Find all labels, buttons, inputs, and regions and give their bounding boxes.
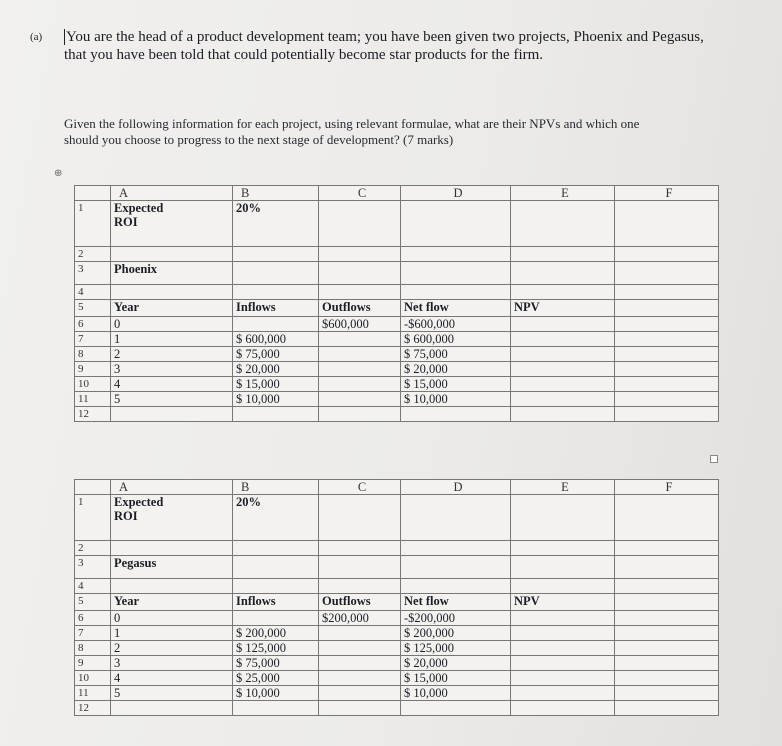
npv-cell[interactable] bbox=[511, 377, 615, 392]
empty-cell[interactable] bbox=[401, 285, 511, 300]
npv-cell[interactable] bbox=[511, 362, 615, 377]
empty-cell[interactable] bbox=[615, 201, 719, 247]
empty-cell[interactable] bbox=[401, 262, 511, 285]
empty-cell[interactable] bbox=[319, 556, 401, 579]
col-header-a: A bbox=[111, 186, 233, 201]
empty-cell[interactable] bbox=[511, 201, 615, 247]
col-header-e: E bbox=[511, 480, 615, 495]
row-number: 6 bbox=[75, 611, 111, 626]
outflow-cell[interactable] bbox=[319, 656, 401, 671]
col-header-f: F bbox=[615, 186, 719, 201]
row-number: 10 bbox=[75, 377, 111, 392]
net-flow-cell[interactable]: -$600,000 bbox=[401, 317, 511, 332]
empty-cell[interactable] bbox=[401, 247, 511, 262]
row-number: 8 bbox=[75, 641, 111, 656]
row-number: 10 bbox=[75, 671, 111, 686]
npv-cell[interactable] bbox=[511, 392, 615, 407]
empty-cell[interactable] bbox=[511, 495, 615, 541]
outflow-cell[interactable] bbox=[319, 332, 401, 347]
empty-cell[interactable] bbox=[319, 262, 401, 285]
instruction-text[interactable]: Given the following information for each project, using relevant formulae, what are their NPVs and which one should you choose to progress to the next stage of development? (7 marks) bbox=[64, 116, 640, 147]
row-number: 3 bbox=[75, 262, 111, 285]
net-flow-cell[interactable]: $ 75,000 bbox=[401, 347, 511, 362]
empty-cell[interactable] bbox=[615, 317, 719, 332]
npv-cell[interactable] bbox=[511, 332, 615, 347]
net-flow-cell[interactable]: $ 10,000 bbox=[401, 392, 511, 407]
empty-cell[interactable] bbox=[233, 701, 319, 716]
roi-label-line2: ROI bbox=[114, 509, 138, 523]
row-number: 5 bbox=[75, 594, 111, 611]
inflow-cell[interactable] bbox=[233, 317, 319, 332]
outflow-cell[interactable] bbox=[319, 347, 401, 362]
inflow-cell[interactable] bbox=[233, 611, 319, 626]
empty-cell[interactable] bbox=[401, 201, 511, 247]
row-number: 12 bbox=[75, 407, 111, 422]
net-flow-cell[interactable]: $ 600,000 bbox=[401, 332, 511, 347]
inflow-cell[interactable]: $ 10,000 bbox=[233, 392, 319, 407]
net-flow-cell[interactable]: $ 200,000 bbox=[401, 626, 511, 641]
row-number: 1 bbox=[75, 495, 111, 541]
inflow-cell[interactable]: $ 75,000 bbox=[233, 656, 319, 671]
question-label: (a) bbox=[30, 31, 43, 43]
year-cell[interactable]: 0 bbox=[111, 611, 233, 626]
empty-cell[interactable] bbox=[511, 541, 615, 556]
empty-cell[interactable] bbox=[233, 556, 319, 579]
empty-cell[interactable] bbox=[615, 541, 719, 556]
row-number: 7 bbox=[75, 626, 111, 641]
empty-cell[interactable] bbox=[615, 495, 719, 541]
empty-cell[interactable] bbox=[233, 579, 319, 594]
row-number: 9 bbox=[75, 656, 111, 671]
empty-cell[interactable] bbox=[319, 247, 401, 262]
text-cursor bbox=[64, 29, 65, 45]
year-cell[interactable]: 4 bbox=[111, 377, 233, 392]
npv-cell[interactable] bbox=[511, 686, 615, 701]
inflow-cell[interactable]: $ 25,000 bbox=[233, 671, 319, 686]
net-flow-cell[interactable]: $ 20,000 bbox=[401, 362, 511, 377]
empty-cell[interactable] bbox=[615, 626, 719, 641]
empty-cell[interactable] bbox=[319, 201, 401, 247]
row-number: 2 bbox=[75, 247, 111, 262]
table-move-icon[interactable]: ⊕ bbox=[54, 168, 63, 179]
outflow-cell[interactable] bbox=[319, 626, 401, 641]
year-header-cell[interactable]: Year bbox=[111, 300, 233, 317]
row-number: 2 bbox=[75, 541, 111, 556]
col-header-c: C bbox=[319, 186, 401, 201]
col-header-b: B bbox=[233, 480, 319, 495]
npv-header-cell[interactable]: NPV bbox=[511, 594, 615, 611]
col-header-d: D bbox=[401, 480, 511, 495]
year-cell[interactable]: 5 bbox=[111, 686, 233, 701]
row-number: 3 bbox=[75, 556, 111, 579]
outflow-cell[interactable] bbox=[319, 362, 401, 377]
net-flow-cell[interactable]: $ 10,000 bbox=[401, 686, 511, 701]
empty-cell[interactable] bbox=[233, 285, 319, 300]
outflow-cell[interactable] bbox=[319, 392, 401, 407]
empty-cell[interactable] bbox=[615, 332, 719, 347]
empty-cell[interactable] bbox=[615, 594, 719, 611]
empty-cell[interactable] bbox=[233, 407, 319, 422]
npv-cell[interactable] bbox=[511, 656, 615, 671]
year-cell[interactable]: 5 bbox=[111, 392, 233, 407]
empty-cell[interactable] bbox=[233, 262, 319, 285]
net-flow-cell[interactable]: $ 15,000 bbox=[401, 377, 511, 392]
outflow-cell[interactable] bbox=[319, 686, 401, 701]
empty-cell[interactable] bbox=[401, 495, 511, 541]
empty-cell[interactable] bbox=[615, 701, 719, 716]
npv-cell[interactable] bbox=[511, 347, 615, 362]
corner-cell bbox=[75, 186, 111, 201]
outflows-header-cell[interactable]: Outflows bbox=[319, 300, 401, 317]
inflow-cell[interactable]: $ 75,000 bbox=[233, 347, 319, 362]
empty-cell[interactable] bbox=[615, 686, 719, 701]
question-block bbox=[30, 28, 720, 64]
empty-cell[interactable] bbox=[233, 541, 319, 556]
year-header-cell[interactable]: Year bbox=[111, 594, 233, 611]
row-number: 5 bbox=[75, 300, 111, 317]
empty-cell[interactable] bbox=[401, 556, 511, 579]
outflow-cell[interactable] bbox=[319, 671, 401, 686]
empty-cell[interactable] bbox=[615, 300, 719, 317]
empty-cell[interactable] bbox=[511, 285, 615, 300]
empty-cell[interactable] bbox=[111, 247, 233, 262]
empty-cell[interactable] bbox=[319, 407, 401, 422]
project-name-cell[interactable]: Phoenix bbox=[111, 262, 233, 285]
empty-cell[interactable] bbox=[511, 701, 615, 716]
empty-cell[interactable] bbox=[615, 407, 719, 422]
project-name-cell[interactable]: Pegasus bbox=[111, 556, 233, 579]
col-header-c: C bbox=[319, 480, 401, 495]
col-header-f: F bbox=[615, 480, 719, 495]
year-cell[interactable]: 2 bbox=[111, 641, 233, 656]
empty-cell[interactable] bbox=[615, 556, 719, 579]
year-cell[interactable]: 1 bbox=[111, 626, 233, 641]
inflow-cell[interactable]: $ 10,000 bbox=[233, 686, 319, 701]
empty-cell[interactable] bbox=[615, 262, 719, 285]
inflow-cell[interactable]: $ 125,000 bbox=[233, 641, 319, 656]
empty-cell[interactable] bbox=[615, 247, 719, 262]
outflow-cell[interactable]: $200,000 bbox=[319, 611, 401, 626]
empty-cell[interactable] bbox=[111, 579, 233, 594]
outflows-header-cell[interactable]: Outflows bbox=[319, 594, 401, 611]
empty-cell[interactable] bbox=[615, 392, 719, 407]
npv-cell[interactable] bbox=[511, 317, 615, 332]
pegasus-table[interactable] bbox=[74, 479, 719, 716]
empty-cell[interactable] bbox=[511, 247, 615, 262]
net-flow-cell[interactable]: $ 20,000 bbox=[401, 656, 511, 671]
empty-cell[interactable] bbox=[615, 671, 719, 686]
npv-cell[interactable] bbox=[511, 611, 615, 626]
roi-value-cell[interactable]: 20% bbox=[233, 495, 319, 541]
year-cell[interactable]: 3 bbox=[111, 362, 233, 377]
row-number: 12 bbox=[75, 701, 111, 716]
empty-cell[interactable] bbox=[319, 285, 401, 300]
year-cell[interactable]: 0 bbox=[111, 317, 233, 332]
inflow-cell[interactable]: $ 15,000 bbox=[233, 377, 319, 392]
empty-cell[interactable] bbox=[319, 579, 401, 594]
npv-cell[interactable] bbox=[511, 671, 615, 686]
year-cell[interactable]: 1 bbox=[111, 332, 233, 347]
empty-cell[interactable] bbox=[111, 541, 233, 556]
empty-cell[interactable] bbox=[615, 377, 719, 392]
empty-cell[interactable] bbox=[111, 701, 233, 716]
roi-value-cell[interactable]: 20% bbox=[233, 201, 319, 247]
empty-cell[interactable] bbox=[111, 285, 233, 300]
row-number: 4 bbox=[75, 579, 111, 594]
empty-cell[interactable] bbox=[615, 611, 719, 626]
empty-cell[interactable] bbox=[233, 247, 319, 262]
col-header-b: B bbox=[233, 186, 319, 201]
empty-cell[interactable] bbox=[615, 579, 719, 594]
row-number: 4 bbox=[75, 285, 111, 300]
roi-label-line1: Expected bbox=[114, 495, 164, 509]
empty-cell[interactable] bbox=[615, 362, 719, 377]
outflow-cell[interactable] bbox=[319, 641, 401, 656]
roi-label-cell[interactable] bbox=[111, 495, 233, 541]
roi-label-line2: ROI bbox=[114, 215, 138, 229]
row-number: 8 bbox=[75, 347, 111, 362]
empty-cell[interactable] bbox=[511, 262, 615, 285]
roi-label-line1: Expected bbox=[114, 201, 164, 215]
npv-header-cell[interactable]: NPV bbox=[511, 300, 615, 317]
year-cell[interactable]: 4 bbox=[111, 671, 233, 686]
phoenix-table[interactable] bbox=[74, 185, 719, 422]
question-text[interactable]: You are the head of a product development team; you have been given two projects, Phoenix and Pegasus, that you have been told that could potentially become star products for the firm. bbox=[64, 29, 704, 63]
empty-cell[interactable] bbox=[511, 407, 615, 422]
empty-cell[interactable] bbox=[615, 285, 719, 300]
net-flow-header-cell[interactable]: Net flow bbox=[401, 300, 511, 317]
roi-label-cell[interactable] bbox=[111, 201, 233, 247]
year-cell[interactable]: 2 bbox=[111, 347, 233, 362]
row-number: 7 bbox=[75, 332, 111, 347]
col-header-e: E bbox=[511, 186, 615, 201]
net-flow-cell[interactable]: $ 125,000 bbox=[401, 641, 511, 656]
row-number: 6 bbox=[75, 317, 111, 332]
inflows-header-cell[interactable]: Inflows bbox=[233, 300, 319, 317]
empty-cell[interactable] bbox=[319, 541, 401, 556]
empty-cell[interactable] bbox=[401, 541, 511, 556]
empty-cell[interactable] bbox=[401, 701, 511, 716]
inflow-cell[interactable]: $ 20,000 bbox=[233, 362, 319, 377]
net-flow-header-cell[interactable]: Net flow bbox=[401, 594, 511, 611]
inflow-cell[interactable]: $ 600,000 bbox=[233, 332, 319, 347]
empty-cell[interactable] bbox=[319, 495, 401, 541]
row-number: 9 bbox=[75, 362, 111, 377]
empty-cell[interactable] bbox=[511, 556, 615, 579]
row-number: 11 bbox=[75, 392, 111, 407]
empty-cell[interactable] bbox=[401, 407, 511, 422]
empty-cell[interactable] bbox=[615, 641, 719, 656]
empty-cell[interactable] bbox=[401, 579, 511, 594]
npv-cell[interactable] bbox=[511, 641, 615, 656]
empty-cell[interactable] bbox=[615, 656, 719, 671]
outflow-cell[interactable] bbox=[319, 377, 401, 392]
col-header-d: D bbox=[401, 186, 511, 201]
corner-cell bbox=[75, 480, 111, 495]
npv-cell[interactable] bbox=[511, 626, 615, 641]
empty-cell[interactable] bbox=[111, 407, 233, 422]
net-flow-cell[interactable]: $ 15,000 bbox=[401, 671, 511, 686]
inflows-header-cell[interactable]: Inflows bbox=[233, 594, 319, 611]
empty-cell[interactable] bbox=[615, 347, 719, 362]
row-number: 1 bbox=[75, 201, 111, 247]
inflow-cell[interactable]: $ 200,000 bbox=[233, 626, 319, 641]
empty-cell[interactable] bbox=[319, 701, 401, 716]
outflow-cell[interactable]: $600,000 bbox=[319, 317, 401, 332]
empty-cell[interactable] bbox=[511, 579, 615, 594]
col-header-a: A bbox=[111, 480, 233, 495]
net-flow-cell[interactable]: -$200,000 bbox=[401, 611, 511, 626]
year-cell[interactable]: 3 bbox=[111, 656, 233, 671]
row-number: 11 bbox=[75, 686, 111, 701]
table-resize-handle[interactable] bbox=[710, 455, 718, 463]
